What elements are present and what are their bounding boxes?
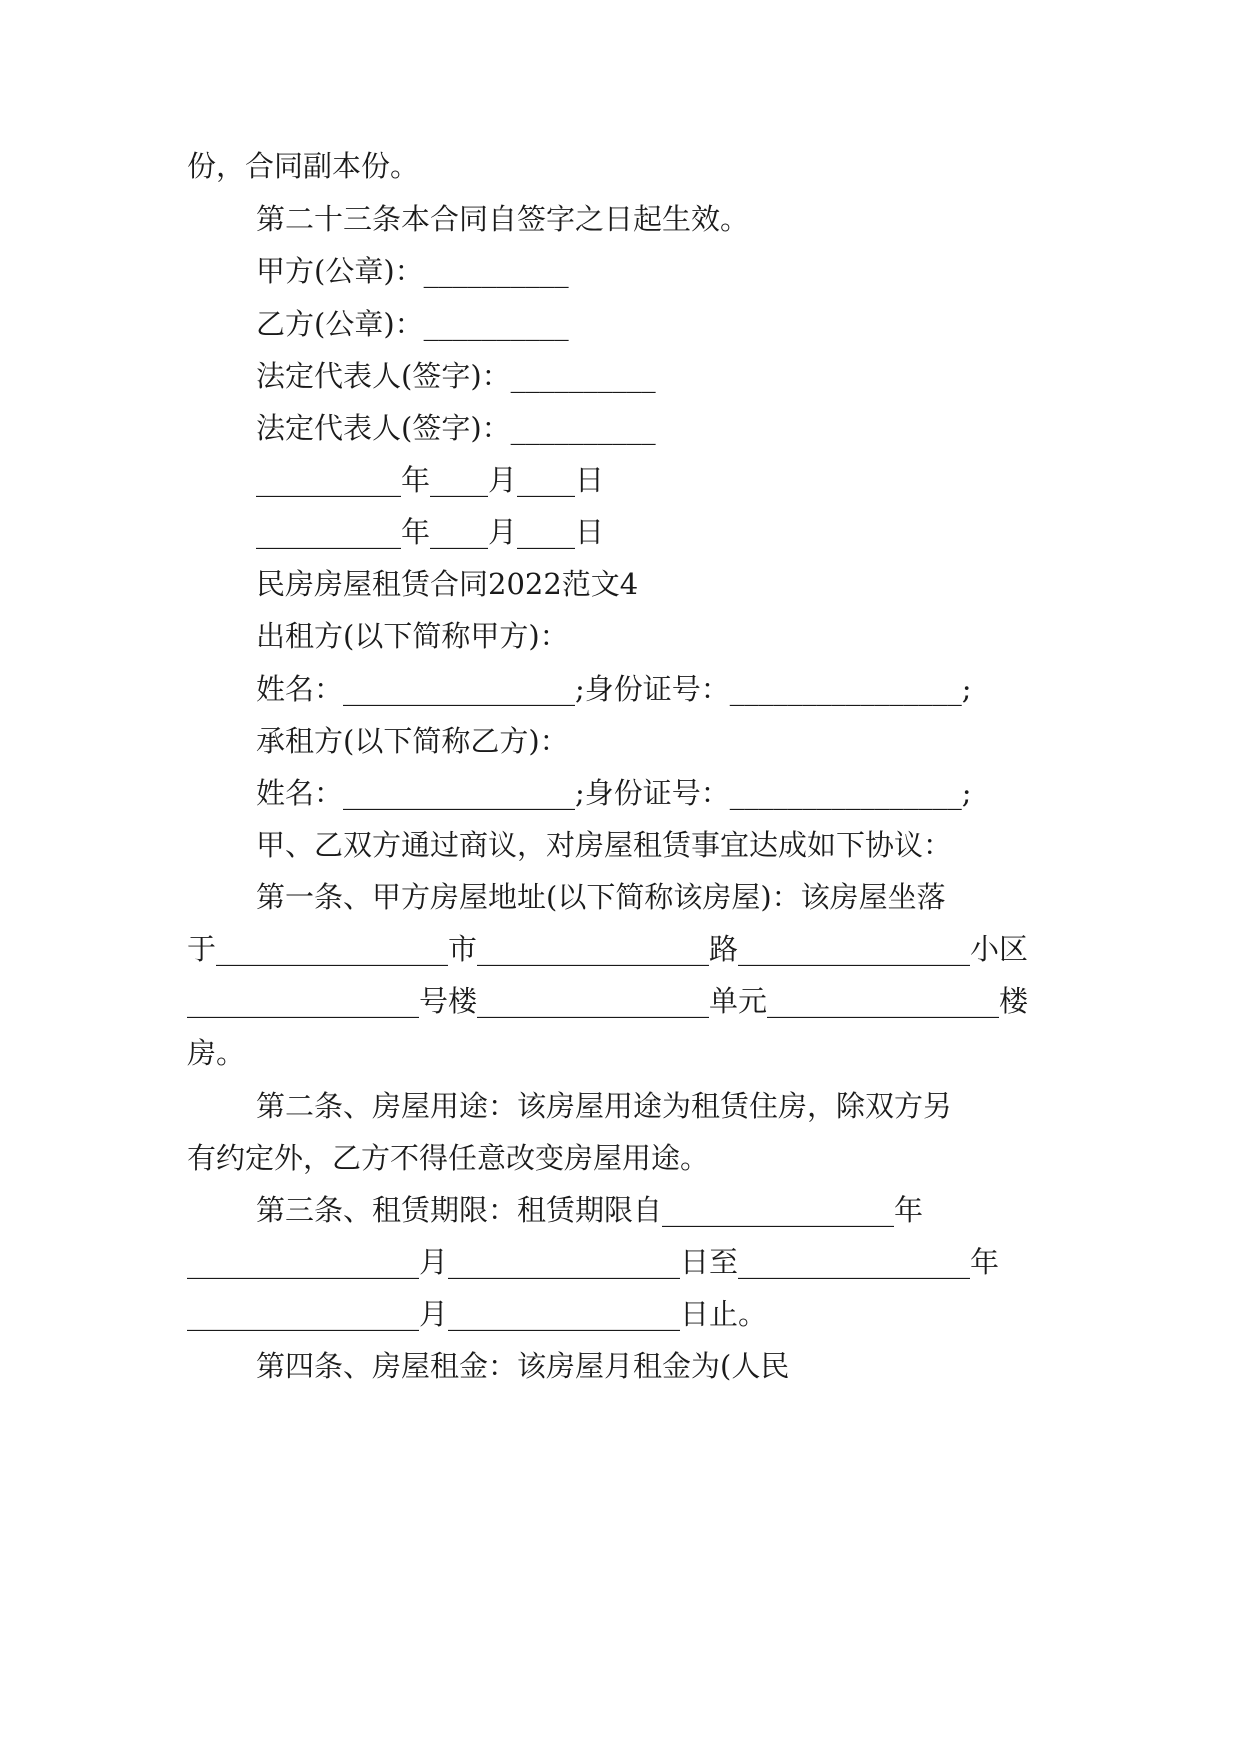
text-line-20: 有约定外，乙方不得任意改变房屋用途。 xyxy=(187,1141,710,1175)
text-line-6: 法定代表人(签字)：__________ xyxy=(256,411,656,445)
text-line-23: ________________月________________日止。 xyxy=(187,1297,768,1331)
text-line-15: 第一条、甲方房屋地址(以下简称该房屋)：该房屋坐落 xyxy=(256,880,946,914)
text-line-14: 甲、乙双方通过商议，对房屋租赁事宜达成如下协议： xyxy=(256,828,953,862)
text-line-17: ________________号楼________________单元________________楼 xyxy=(187,984,1029,1018)
text-line-3: 甲方(公章)：__________ xyxy=(256,254,569,288)
text-line-24: 第四条、房屋租金：该房屋月租金为(人民 xyxy=(256,1349,790,1383)
text-line-12: 承租方(以下简称乙方)： xyxy=(256,724,569,758)
text-line-13: 姓名：________________;身份证号：________________; xyxy=(256,776,972,810)
text-line-16: 于________________市________________路________________小区 xyxy=(187,932,1029,966)
text-line-7: __________年____月____日 xyxy=(256,463,605,497)
section-heading: 民房房屋租赁合同2022范文4 xyxy=(256,567,639,601)
text-line-4: 乙方(公章)：__________ xyxy=(256,307,569,341)
text-line-21: 第三条、租赁期限：租赁期限自________________年 xyxy=(256,1193,924,1227)
text-line-2: 第二十三条本合同自签字之日起生效。 xyxy=(256,202,750,236)
text-line-5: 法定代表人(签字)：__________ xyxy=(256,359,656,393)
text-line-10: 出租方(以下简称甲方)： xyxy=(256,619,569,653)
text-line-18: 房。 xyxy=(187,1036,246,1070)
text-line-8: __________年____月____日 xyxy=(256,515,605,549)
text-line-22: ________________月________________日至________________年 xyxy=(187,1245,1000,1279)
text-line-19: 第二条、房屋用途：该房屋用途为租赁住房，除双方另 xyxy=(256,1089,953,1123)
text-line-1: 份，合同副本份。 xyxy=(187,149,420,183)
text-line-11: 姓名：________________;身份证号：________________; xyxy=(256,672,972,706)
